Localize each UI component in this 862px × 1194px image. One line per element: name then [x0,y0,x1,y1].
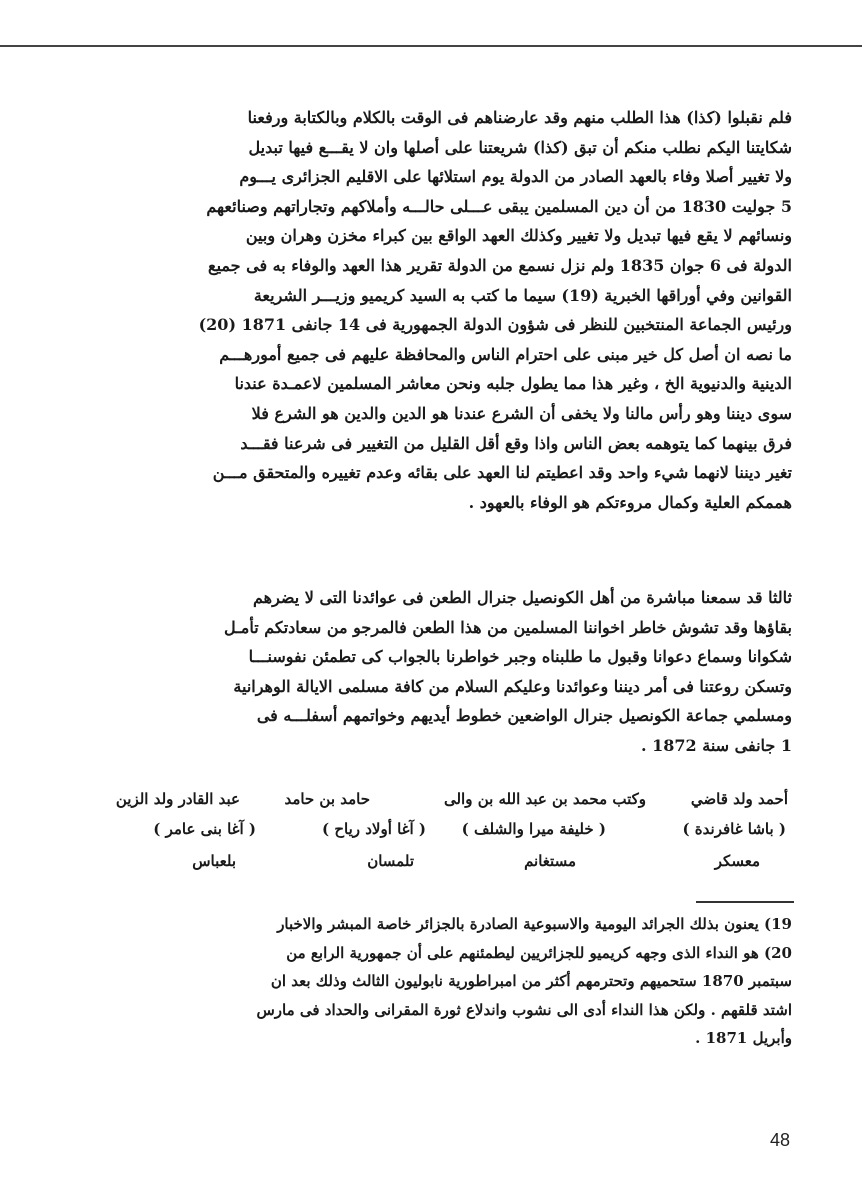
signatory-title: ( آغا أولاد رياح ) [322,820,426,838]
text-line: الدولة فى 6 جوان 1835 ولم نزل نسمع من الدولة تقرير هذا العهد والوفاء به فى جميع [208,255,792,275]
text-line: القوانين وفي أوراقها الخبرية (19) سيما ما كتب به السيد كريميو وزيـــر الشريعة [253,285,792,305]
signatory-title: ( آغا بنى عامر ) [153,820,256,838]
footnotes [114,910,792,1053]
signatory-titles-row [96,820,796,846]
header-rule [0,45,862,47]
signatory-place: معسكر [714,852,760,870]
signatory-name: حامد بن حامد [284,790,370,808]
page-number: 48 [770,1130,791,1150]
text-line: ولا تغيير أصلا وفاء بالعهد الصادر من الدولة يوم استلائها على الاقليم الجزائرى يـــوم [239,167,792,187]
signatory-name: عبد القادر ولد الزين [115,790,240,808]
text-line: ما نصه ان أصل كل خير مبنى على احترام الناس والمحافظة عليهم فى جميع أمورهـــم [219,344,792,364]
signatory-name: وكتب محمد بن عبد الله بن والى [443,790,646,808]
text-line: شكوانا وسماع دعوانا وقبول ما طلبناه وجبر خواطرنا بالجواب كى تطمئن نفوسنـــا [248,647,792,667]
signatory-place: مستغانم [524,852,576,870]
main-paragraph [114,103,792,517]
text-line: فرق بينهما كما يتوهمه بعض الناس واذا وقع أقل القليل من التغيير فى شرعنا فقـــد [240,433,792,453]
text-line: شكايتنا اليكم نطلب منكم أن تبق (كذا) شريعتنا على أصلها وان لا يقـــع فيها تبديل [248,137,792,157]
footnote-rule [696,901,794,903]
signatory-places-row [96,852,796,878]
text-line: فلم نقبلوا (كذا) هذا الطلب منهم وقد عارضناهم فى الوقت بالكلام وبالكتابة ورفعنا [247,108,792,127]
text-line: سوى ديننا وهو رأس مالنا ولا يخفى أن الشرع عندنا هو الدين والدين هو الشرع فلا [251,403,792,423]
signatory-name: أحمد ولد قاضي [690,790,788,808]
signatory-title: ( خليفة ميرا والشلف ) [461,820,606,838]
text-line: هممكم العلية وكمال مروءتكم هو الوفاء بالعهود . [468,492,792,512]
text-line: بقاؤها وقد تشوش خاطر اخواننا المسلمين من هذا الطعن فالمرجو من سعادتكم تأمـل [223,617,792,637]
text-line: وتسكن روعتنا فى أمر ديننا وعوائدنا وعليكم السلام من كافة مسلمى الايالة الوهرانية [233,676,792,696]
signatory-place: تلمسان [367,852,414,870]
text-line: تغير ديننا لانهما شيء واحد وقد اعطيتم لنا العهد على بقائه وعدم تغييره والمتحقق مـــن [212,463,792,483]
signatory-place: بلعباس [192,852,236,870]
footnote-line: 19) يعنون بذلك الجرائد اليومية والاسبوعية الصادرة بالجزائر خاصة المبشر والاخبار [277,915,792,933]
text-line: ثالثا قد سمعنا مباشرة من أهل الكونصيل جنرال الطعن فى عوائدنا التى لا يضرهم [252,588,792,607]
footnote-line: 20) هو النداء الذى وجهه كريميو للجزائريين ليطمئنهم على أن جمهورية الرابع من [286,943,792,962]
text-line: ورئيس الجماعة المنتخبين للنظر فى شؤون الدولة الجمهورية فى 14 جانفى 1871 (20) [198,315,792,335]
footnote-line: اشتد قلقهم . ولكن هذا النداء أدى الى نشوب واندلاع ثورة المقرانى والحداد فى مارس [256,1000,792,1019]
signatory-title: ( باشا غافرندة ) [682,820,786,838]
second-paragraph [114,583,792,761]
text-line: 5 جوليت 1830 من أن دين المسلمين يبقى عـــلى حالـــه وأملاكهم وتجاراتهم وصنائعهم [206,196,792,216]
signatory-names-row [96,790,796,816]
text-line: الدينية والدنيوية الخ ، وغير هذا مما يطول جلبه ونحن معاشر المسلمين لاعمـدة عندنا [234,374,792,394]
text-line: ونسائهم لا يقع فيها تبديل ولا تغيير وكذلك العهد الواقع بين كبراء مخزن وهران وبين [245,226,792,246]
footnote-line: سبتمبر 1870 ستحميهم وتحترمهم أكثر من امبراطورية نابوليون الثالث وذلك بعد ان [270,972,792,990]
footnote-line: وأبريل 1871 . [695,1029,792,1047]
text-line: 1 جانفى سنة 1872 . [641,735,792,755]
text-line: ومسلمي جماعة الكونصيل جنرال الواضعين خطوط أيديهم وخواتمهم أسفلـــه فى [256,706,792,726]
